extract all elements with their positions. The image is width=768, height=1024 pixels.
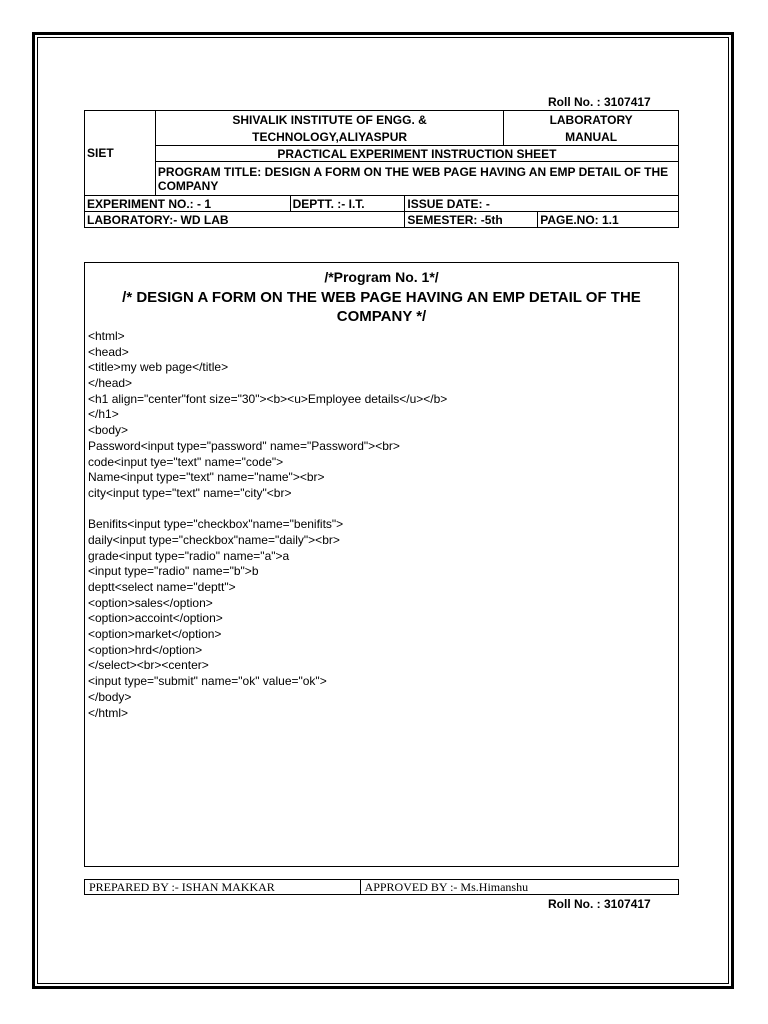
institute-name-line2: TECHNOLOGY,ALIYASPUR <box>252 130 408 144</box>
sheet-title: PRACTICAL EXPERIMENT INSTRUCTION SHEET <box>155 146 678 162</box>
code-line: Benifits<input type="checkbox"name="benifits"> <box>88 517 344 532</box>
code-line: <title>my web page</title> <box>88 360 229 375</box>
code-line: </h1> <box>88 407 119 422</box>
program-number: /*Program No. 1*/ <box>324 269 439 285</box>
code-line: grade<input type="radio" name="a">a <box>88 548 290 563</box>
code-line: deptt<select name="deptt"> <box>88 580 236 594</box>
code-line: <input type="radio" name="b">b <box>88 564 259 579</box>
institute-name-line1: SHIVALIK INSTITUTE OF ENGG. & <box>232 113 427 127</box>
code-line: <body> <box>88 423 129 438</box>
approved-by: APPROVED BY :- Ms.Himanshu <box>360 880 678 895</box>
code-line: <html> <box>88 329 125 343</box>
code-line: Name<input type="text" name="name"><br> <box>88 470 325 485</box>
code-line: <h1 align="center"font size="30"><b><u>Employee details</u></b> <box>88 391 448 406</box>
code-line: code<input tye="text" name="code"> <box>88 454 284 469</box>
code-line: daily<input type="checkbox"name="daily"><br> <box>88 532 340 547</box>
program-title: PROGRAM TITLE: DESIGN A FORM ON THE WEB PAGE HAVING AN EMP DETAIL OF THE COMPANY <box>155 162 678 196</box>
semester: SEMESTER: -5th <box>405 212 538 228</box>
department: DEPTT. :- I.T. <box>290 196 405 212</box>
experiment-number: EXPERIMENT NO.: - 1 <box>85 196 291 212</box>
lab-manual-line1: LABORATORY <box>549 113 633 127</box>
issue-date: ISSUE DATE: - <box>405 196 679 212</box>
code-line: <option>market</option> <box>88 627 222 642</box>
code-line: </head> <box>88 376 133 391</box>
roll-number-bottom: Roll No. : 3107417 <box>548 897 651 911</box>
roll-number-top: Roll No. : 3107417 <box>548 95 651 109</box>
lab-manual-line2: MANUAL <box>565 130 618 144</box>
code-line: </select><br><center> <box>88 658 209 673</box>
laboratory-name: LABORATORY:- WD LAB <box>85 212 405 228</box>
prepared-by: PREPARED BY :- ISHAN MAKKAR <box>85 880 361 895</box>
code-line: <option>accoint</option> <box>88 611 223 626</box>
code-line <box>88 502 447 518</box>
code-line: <head> <box>88 344 129 359</box>
footer-table <box>84 879 679 895</box>
code-line: Password<input type="password" name="Password"><br> <box>88 438 400 453</box>
code-line: <input type="submit" name="ok" value="ok"> <box>88 674 327 689</box>
siet-label: SIET <box>87 146 114 160</box>
code-line: city<input type="text" name="city"<br> <box>88 485 292 500</box>
code-line: </body> <box>88 689 132 704</box>
code-line: <option>sales</option> <box>88 595 213 610</box>
institute-name-cell <box>155 111 503 146</box>
header-table <box>84 110 679 228</box>
lab-manual-cell <box>504 111 679 146</box>
program-heading: /* DESIGN A FORM ON THE WEB PAGE HAVING AN EMP DETAIL OF THE COMPANY */ <box>122 289 641 325</box>
page-number: PAGE.NO: 1.1 <box>538 212 679 228</box>
code-listing <box>88 329 447 721</box>
code-line: </html> <box>88 705 129 720</box>
siet-cell <box>85 111 156 196</box>
code-line: <option>hrd</option> <box>88 642 203 657</box>
